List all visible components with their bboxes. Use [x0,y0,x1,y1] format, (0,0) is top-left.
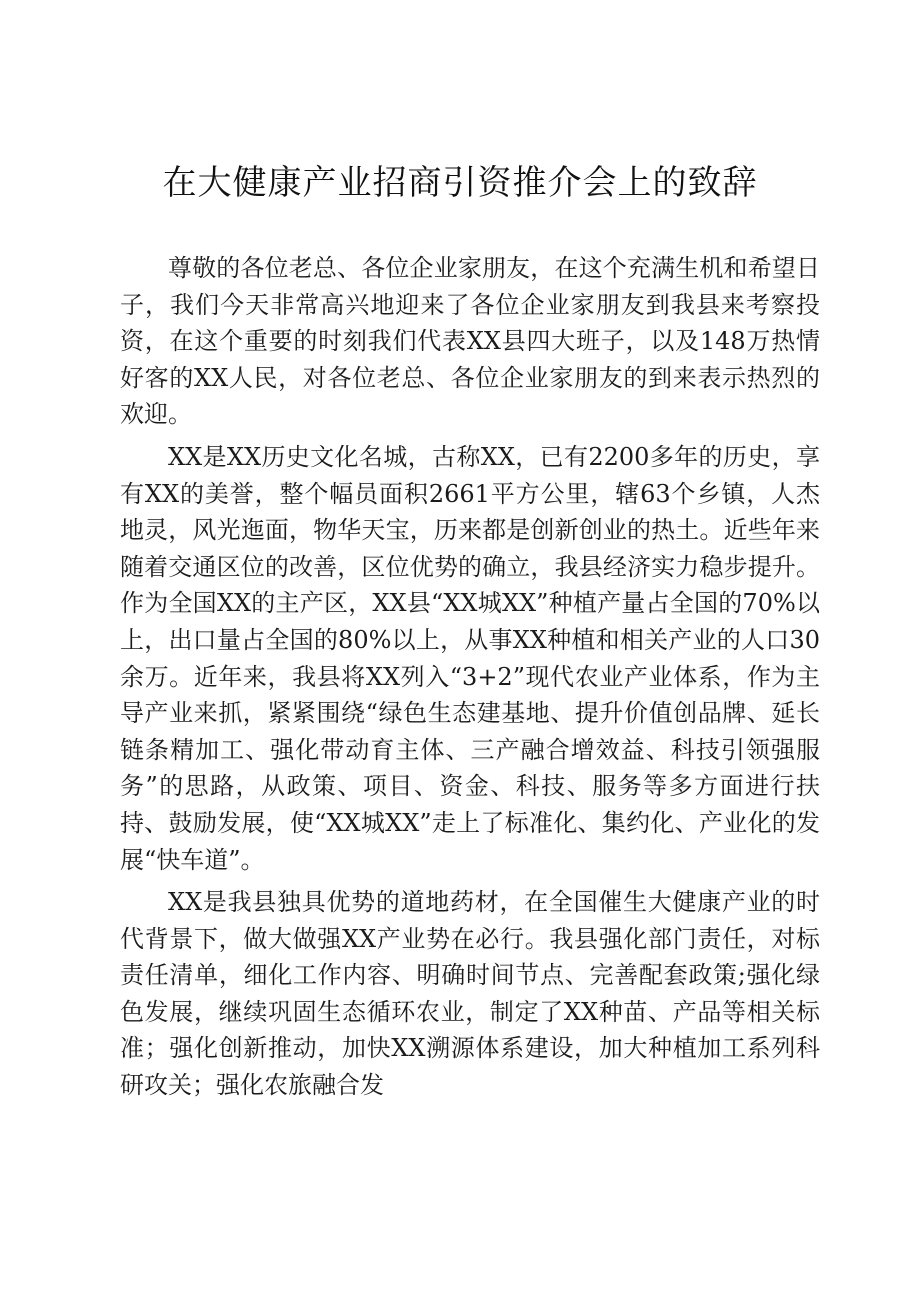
paragraph-greeting: 尊敬的各位老总、各位企业家朋友，在这个充满生机和希望日子，我们今天非常高兴地迎来了各位企业家朋友到我县来考察投资，在这个重要的时刻我们代表XX县四大班子，以及148万热情好客的XX人民，对各位老总、各位企业家朋友的到来表示热烈的欢迎。 [120,254,820,429]
document-body [120,250,820,1104]
paragraph-health-industry: XX是我县独具优势的道地药材，在全国催生大健康产业的时代背景下，做大做强XX产业势在必行。我县强化部门责任，对标责任清单，细化工作内容、明确时间节点、完善配套政策;强化绿色发展，继续巩固生态循环农业，制定了XX种苗、产品等相关标准；强化创新推动，加快XX溯源体系建设，加大种植加工系列科研攻关；强化农旅融合发 [120,888,820,1100]
paragraph-county-overview: XX是XX历史文化名城，古称XX，已有2200多年的历史，享有XX的美誉，整个幅员面积2661平方公里，辖63个乡镇，人杰地灵，风光迤面，物华天宝，历来都是创新创业的热土。近些年来随着交通区位的改善，区位优势的确立，我县经济实力稳步提升。作为全国XX的主产区，XX县“XX城XX”种植产量占全国的70%以上，出口量占全国的80%以上，从事XX种植和相关产业的人口30余万。近年来，我县将XX列入“3+2”现代农业产业体系，作为主导产业来抓，紧紧围绕“绿色生态建基地、提升价值创品牌、延长链条精加工、强化带动育主体、三产融合增效益、科技引领强服务”的思路，从政策、项目、资金、科技、服务等多方面进行扶持、鼓励发展，使“XX城XX”走上了标准化、集约化、产业化的发展“快车道”。 [120,442,820,874]
document-title: 在大健康产业招商引资推介会上的致辞 [162,163,758,203]
